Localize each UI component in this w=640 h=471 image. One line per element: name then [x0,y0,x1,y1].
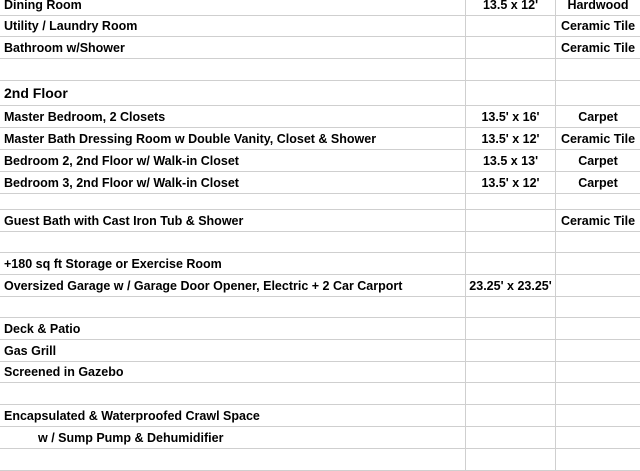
table-row [0,405,640,427]
room-description-cell: Bedroom 2, 2nd Floor w/ Walk-in Closet [0,150,466,171]
room-description-cell [0,297,466,317]
room-description-cell: Bathroom w/Shower [0,37,466,58]
section-heading-row [0,81,640,106]
table-row [0,275,640,297]
flooring-cell: Carpet [578,175,618,190]
room-description-cell: Deck & Patio [0,318,466,339]
table-row [0,37,640,59]
room-description-cell: Utility / Laundry Room [0,16,466,36]
room-description-cell: Screened in Gazebo [0,362,466,382]
table-row [0,128,640,150]
flooring-cell [556,194,640,209]
flooring-cell [556,427,640,448]
table-row [0,16,640,37]
dimensions-cell [466,210,556,231]
room-description-cell [0,59,466,80]
room-description-cell: Bedroom 3, 2nd Floor w/ Walk-in Closet [0,172,466,193]
dimensions-cell [466,81,556,105]
flooring-cell [556,318,640,339]
flooring-cell [556,275,640,296]
dimensions-cell [466,194,556,209]
table-row [0,318,640,340]
table-row [0,106,640,128]
flooring-cell [556,81,640,105]
table-row [0,340,640,362]
dimensions-cell [466,16,556,36]
dimensions-cell [466,232,556,252]
table-row [0,427,640,449]
flooring-cell [556,383,640,404]
table-row [0,362,640,383]
flooring-cell [556,297,640,317]
dimensions-cell [466,383,556,404]
flooring-cell: Carpet [578,153,618,168]
table-row [0,194,640,210]
dimensions-cell [466,340,556,361]
dimensions-cell [466,427,556,448]
room-description-cell: Encapsulated & Waterproofed Crawl Space [0,405,466,426]
dimensions-cell: 13.5' x 12' [466,128,556,149]
room-description-cell: Oversized Garage w / Garage Door Opener, Electric + 2 Car Carport [0,275,466,296]
flooring-cell: Ceramic Tile [560,131,636,146]
room-description-cell: w / Sump Pump & Dehumidifier [0,427,466,448]
dimensions-cell: 13.5 x 12' [466,0,556,15]
flooring-cell [556,232,640,252]
room-description-cell: Guest Bath with Cast Iron Tub & Shower [0,210,466,231]
flooring-cell: Ceramic Tile [560,40,636,55]
table-row [0,232,640,253]
room-description-cell [0,232,466,252]
table-row [0,449,640,471]
dimensions-cell [466,37,556,58]
flooring-cell: Ceramic Tile [560,213,636,228]
dimensions-cell: 23.25' x 23.25' [466,275,556,296]
flooring-cell: Ceramic Tile [560,19,636,33]
flooring-cell [556,253,640,274]
flooring-cell [556,362,640,382]
dimensions-cell [466,362,556,382]
table-row [0,210,640,232]
flooring-cell: Carpet [578,109,618,124]
table-row [0,253,640,275]
flooring-cell [556,59,640,80]
table-row [0,150,640,172]
table-row [0,0,640,16]
dimensions-cell [466,297,556,317]
room-description-cell: +180 sq ft Storage or Exercise Room [0,253,466,274]
dimensions-cell [466,253,556,274]
section-heading: 2nd Floor [0,81,466,105]
dimensions-cell: 13.5' x 12' [466,172,556,193]
flooring-cell [556,340,640,361]
table-row [0,59,640,81]
table-row [0,383,640,405]
flooring-cell: Hardwood [567,0,629,12]
room-description-cell [0,194,466,209]
room-description-cell: Gas Grill [0,340,466,361]
room-description-cell: Master Bath Dressing Room w Double Vanity, Closet & Shower [0,128,466,149]
flooring-cell [556,405,640,426]
dimensions-cell: 13.5' x 16' [466,106,556,127]
dimensions-cell [466,405,556,426]
dimensions-cell [466,59,556,80]
table-row [0,297,640,318]
dimensions-cell: 13.5 x 13' [466,150,556,171]
table-row [0,172,640,194]
room-description-cell: Dining Room [0,0,466,15]
room-description-cell [0,383,466,404]
room-description-cell: Master Bedroom, 2 Closets [0,106,466,127]
dimensions-cell [466,318,556,339]
